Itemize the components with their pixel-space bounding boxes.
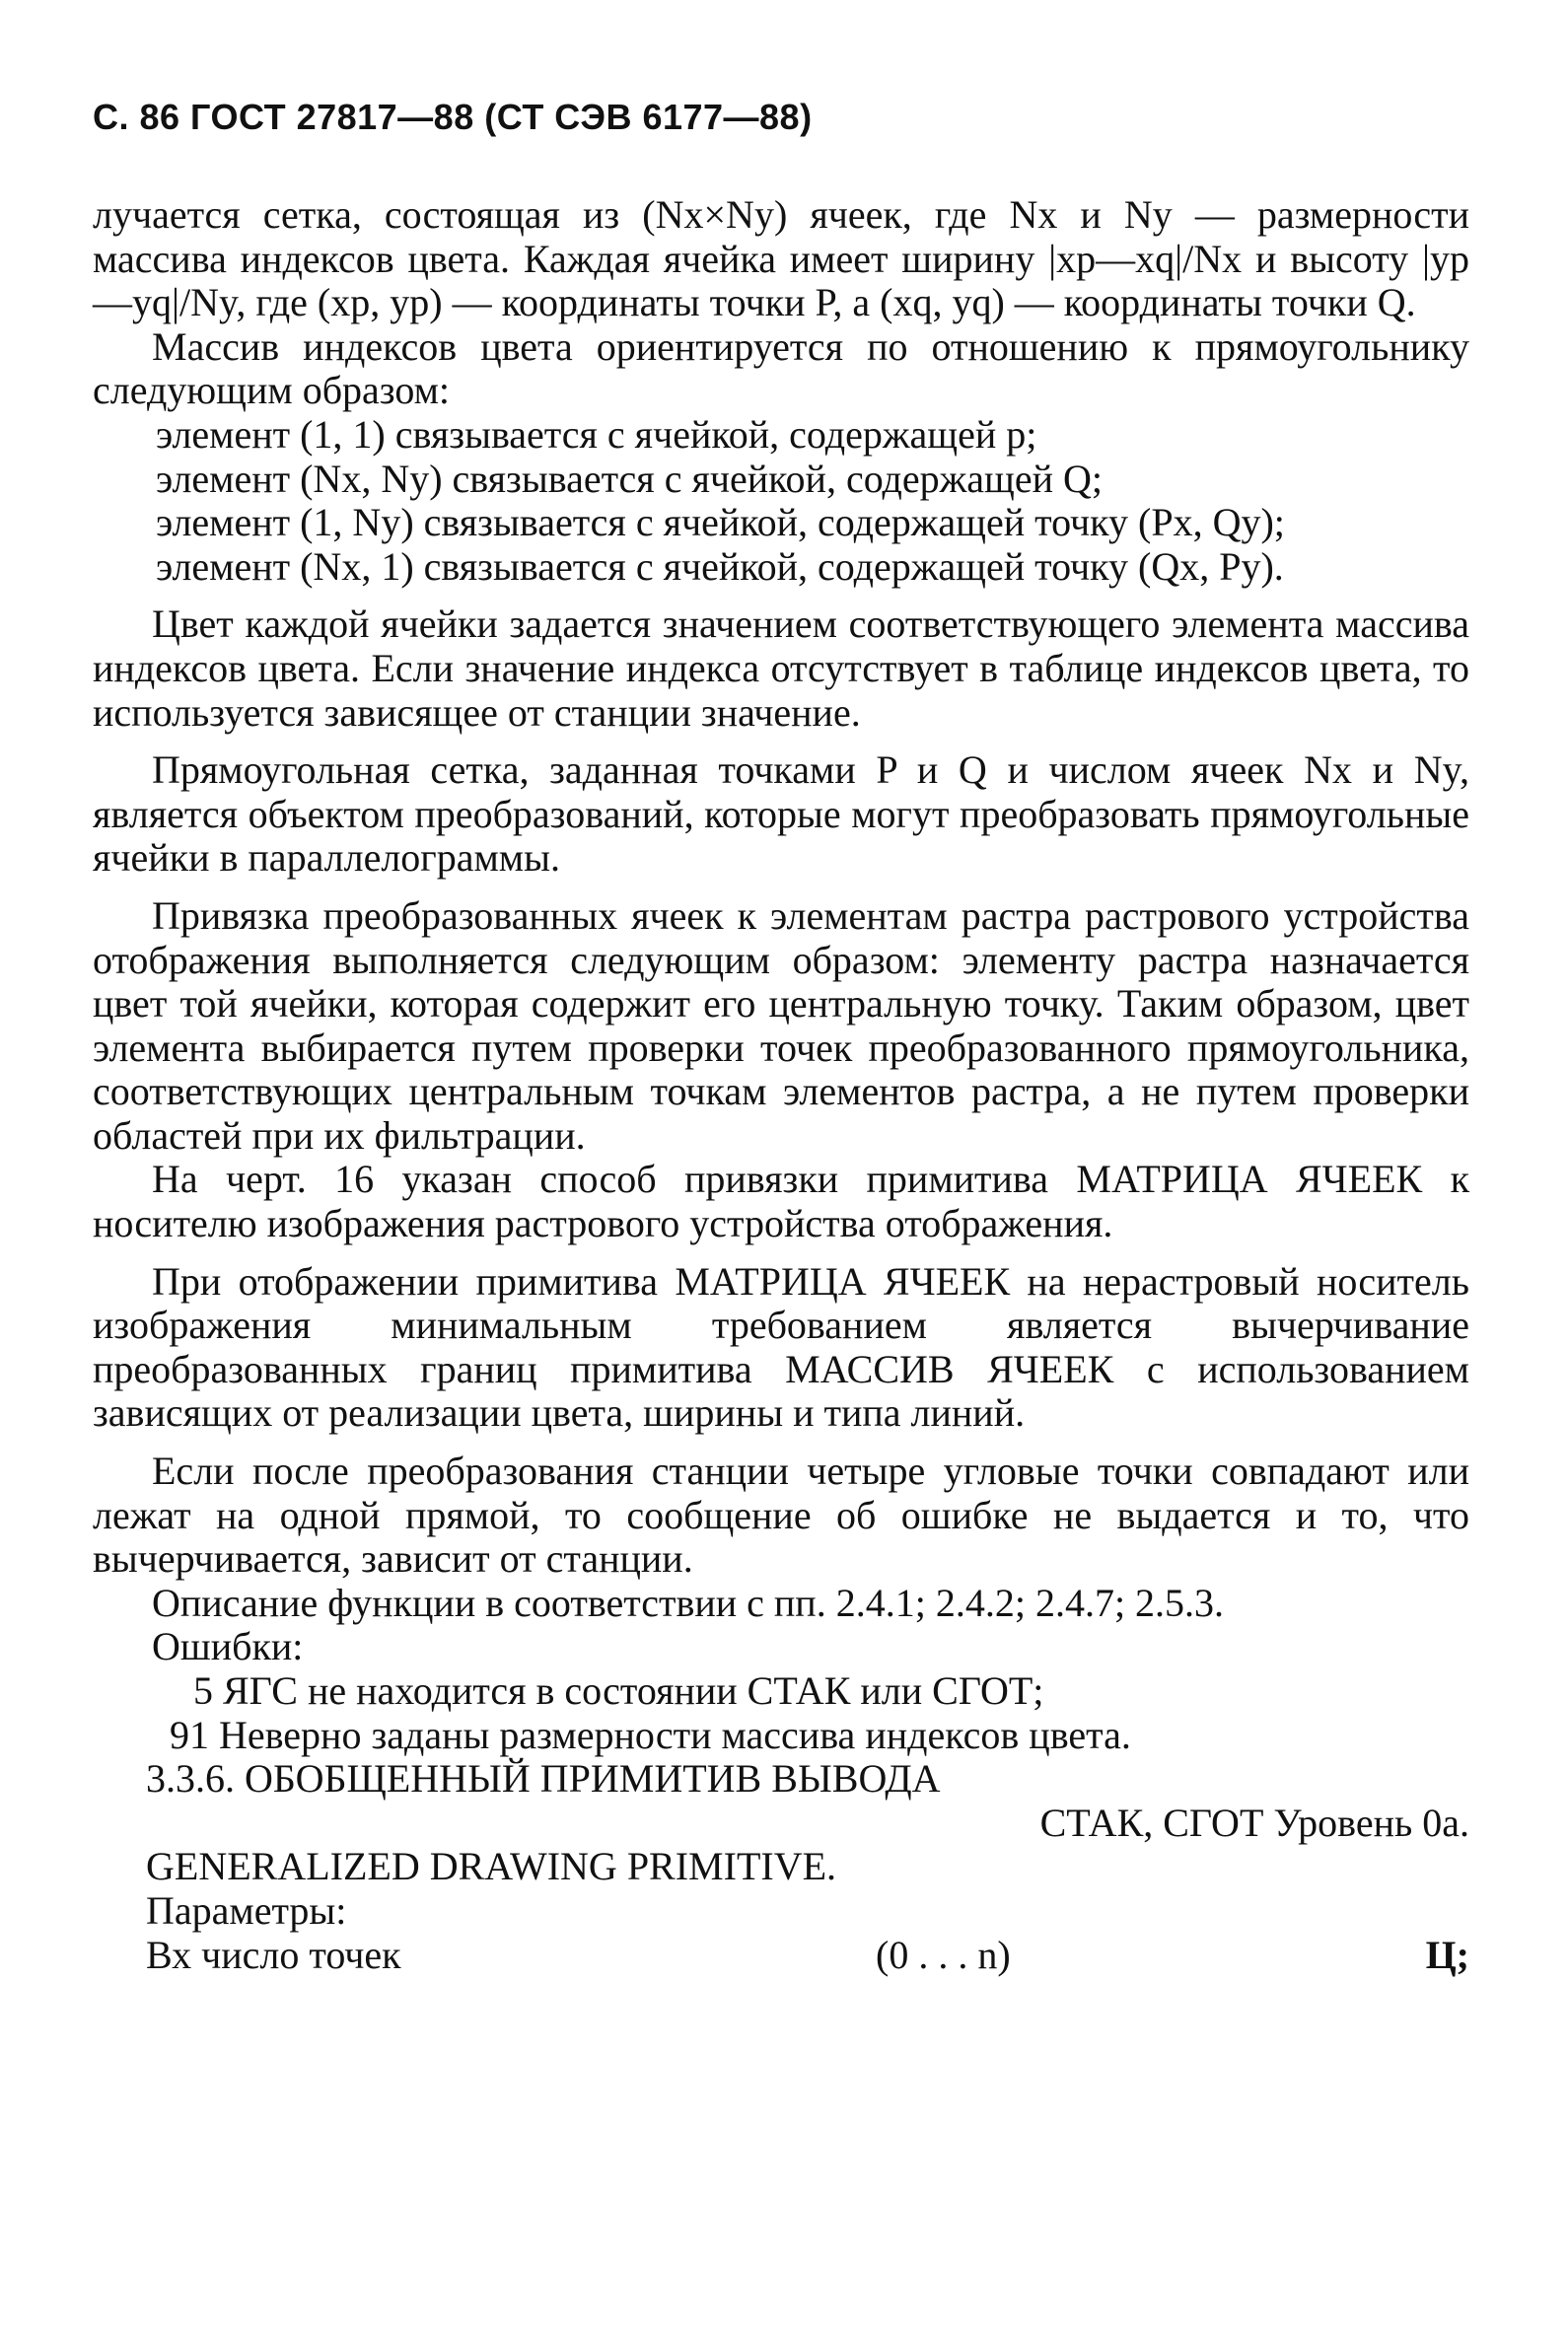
paragraph-orientation: Массив индексов цвета ориентируется по отношению к прямоугольнику следующим образом: [93,323,1469,413]
params-label: Параметры: [146,1887,347,1933]
section-english-title: GENERALIZED DRAWING PRIMITIVE. [146,1844,837,1889]
error-item: 91 Неверно заданы размерности массива индексов цвета. [170,1712,1131,1757]
page-header: С. 86 ГОСТ 27817—88 (СТ СЭВ 6177—88) [93,97,813,137]
section-states-level: СТАК, СГОТ Уровень 0а. [1039,1800,1469,1845]
list-item: элемент (Nx, Ny) связывается с ячейкой, содержащей Q; [156,456,1103,501]
list-item: элемент (Nx, 1) связывается с ячейкой, содержащей точку (Qx, Py). [156,543,1284,589]
paragraph-grid: Прямоугольная сетка, заданная точками P и Q и числом ячеек Nx и Ny, является объектом преобразований, которые могут преобразовать прямоугольные ячейки в параллелограммы. [93,747,1469,881]
param-name: Вх число точек [146,1932,401,1977]
paragraph-cell-color: Цвет каждой ячейки задается значением соответствующего элемента массива индексов цвета. Если значение индекса отсутствует в таблице индексов цвета, то используется зависящее от станции значение. [93,601,1469,735]
section-title: 3.3.6. ОБОБЩЕННЫЙ ПРИМИТИВ ВЫВОДА [146,1756,941,1802]
orientation-list [93,413,1469,589]
paragraph-binding: Привязка преобразованных ячеек к элементам растра растрового устройства отображения выполняется следующим образом: элементу растра назначается цвет той ячейки, которая содержит его центральную точку. Таким образом, цвет элемента выбирается путем проверки точек преобразованного прямоугольника, соответствующих центральным точкам элементов растра, а не путем проверки областей при их фильтрации. [93,892,1469,1158]
paragraph-function-desc: Описание функции в соответствии с пп. 2.4.1; 2.4.2; 2.4.7; 2.5.3. [152,1580,1225,1625]
list-item: элемент (1, Ny) связывается с ячейкой, содержащей точку (Px, Qy); [156,500,1285,545]
errors-label: Ошибки: [152,1624,304,1669]
param-row [93,1934,1469,1978]
error-item: 5 ЯГС не находится в состоянии СТАК или СГОТ; [193,1668,1044,1713]
paragraph-non-raster: При отображении примитива МАТРИЦА ЯЧЕЕК на нерастровый носитель изображения минимальным требованием является вычерчивание преобразованных границ примитива МАССИВ ЯЧЕЕК с использованием зависящих от реализации цвета, ширины и типа линий. [93,1258,1469,1436]
paragraph-figure-ref: На черт. 16 указан способ привязки примитива МАТРИЦА ЯЧЕЕК к носителю изображения растрового устройства отображения. [93,1157,1469,1246]
paragraph-continuation: лучается сетка, состоящая из (Nx×Ny) ячеек, где Nx и Ny — размерности массива индексов цвета. Каждая ячейка имеет ширину |xp—xq|/Nx и высоту |yp—yq|/Ny, где (xp, yp) — координаты точки P, а (xq, yq) — координаты точки Q. [93,192,1469,325]
list-item: элемент (1, 1) связывается с ячейкой, содержащей p; [156,411,1037,457]
param-type: Ц; [1425,1932,1469,1977]
param-range: (0 . . . n) [876,1932,1011,1977]
paragraph-degenerate: Если после преобразования станции четыре угловые точки совпадают или лежат на одной прямой, то сообщение об ошибке не выдается и то, что вычерчивается, зависит от станции. [93,1449,1469,1582]
body-text [93,193,1469,1977]
